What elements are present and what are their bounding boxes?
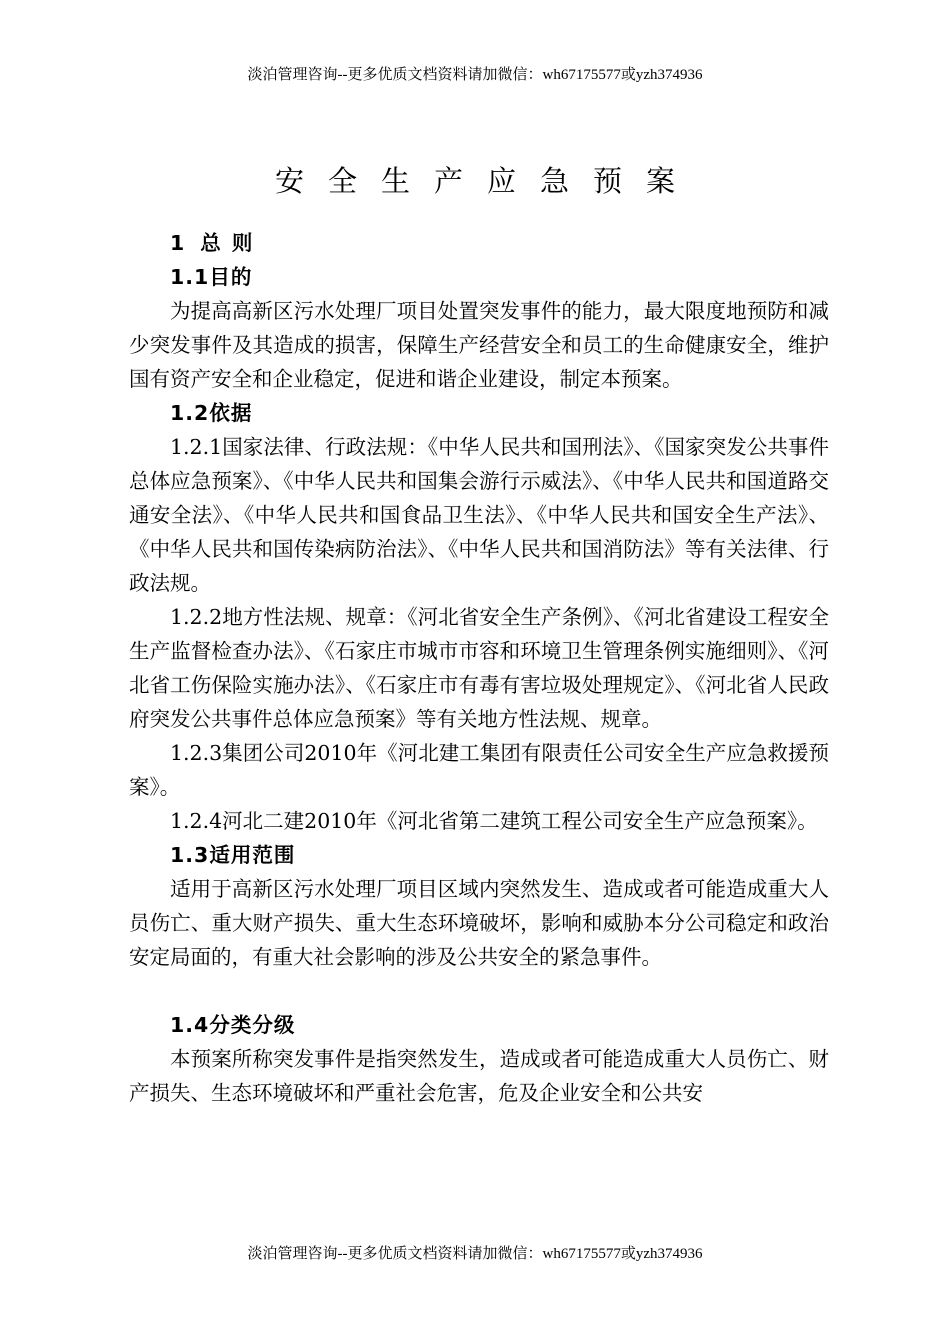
section-1-1-body: 为提高高新区污水处理厂项目处置突发事件的能力，最大限度地预防和减少突发事件及其造成的损害，保障生产经营安全和员工的生命健康安全，维护国有资产安全和企业稳定，促进和谐企业建设，制定本预案。 [129, 299, 829, 391]
section-1-1-heading: 1.1目的 [170, 265, 253, 289]
document-title: 安全生产应急预案 [274, 164, 699, 198]
section-1-2-heading: 1.2依据 [170, 401, 253, 425]
page-footer: 淡泊管理咨询--更多优质文档资料请加微信：wh67175577或yzh374936 [247, 1246, 703, 1262]
document-body [129, 226, 829, 1110]
page-header: 淡泊管理咨询--更多优质文档资料请加微信：wh67175577或yzh374936 [247, 67, 703, 83]
section-1-3-body: 适用于高新区污水处理厂项目区域内突然发生、造成或者可能造成重大人员伤亡、重大财产损失、重大生态环境破坏，影响和威胁本分公司稳定和政治安定局面的，有重大社会影响的涉及公共安全的紧急事件。 [129, 877, 829, 969]
section-1-2-3-body: 1.2.3集团公司2010年《河北建工集团有限责任公司安全生产应急救援预案》。 [129, 741, 829, 799]
section-1-3-heading: 1.3适用范围 [170, 843, 296, 867]
section-1-4-body: 本预案所称突发事件是指突然发生，造成或者可能造成重大人员伤亡、财产损失、生态环境破坏和严重社会危害，危及企业安全和公共安 [129, 1047, 829, 1105]
section-1-4-heading: 1.4分类分级 [170, 1013, 296, 1037]
section-1-heading [129, 226, 829, 260]
section-1-title: 总 则 [200, 231, 255, 255]
section-1-number: 1 [170, 231, 187, 255]
section-1-2-2-body: 1.2.2地方性法规、规章：《河北省安全生产条例》、《河北省建设工程安全生产监督检查办法》、《石家庄市城市市容和环境卫生管理条例实施细则》、《河北省工伤保险实施办法》、《石家庄市有毒有害垃圾处理规定》、《河北省人民政府突发公共事件总体应急预案》等有关地方性法规、规章。 [129, 605, 829, 731]
section-1-2-1-body: 1.2.1国家法律、行政法规：《中华人民共和国刑法》、《国家突发公共事件总体应急预案》、《中华人民共和国集会游行示威法》、《中华人民共和国道路交通安全法》、《中华人民共和国食品卫生法》、《中华人民共和国安全生产法》、《中华人民共和国传染病防治法》、《中华人民共和国消防法》等有关法律、行政法规。 [129, 435, 829, 595]
blank-line [129, 974, 829, 1008]
section-1-2-4-body: 1.2.4河北二建2010年《河北省第二建筑工程公司安全生产应急预案》。 [170, 809, 818, 833]
